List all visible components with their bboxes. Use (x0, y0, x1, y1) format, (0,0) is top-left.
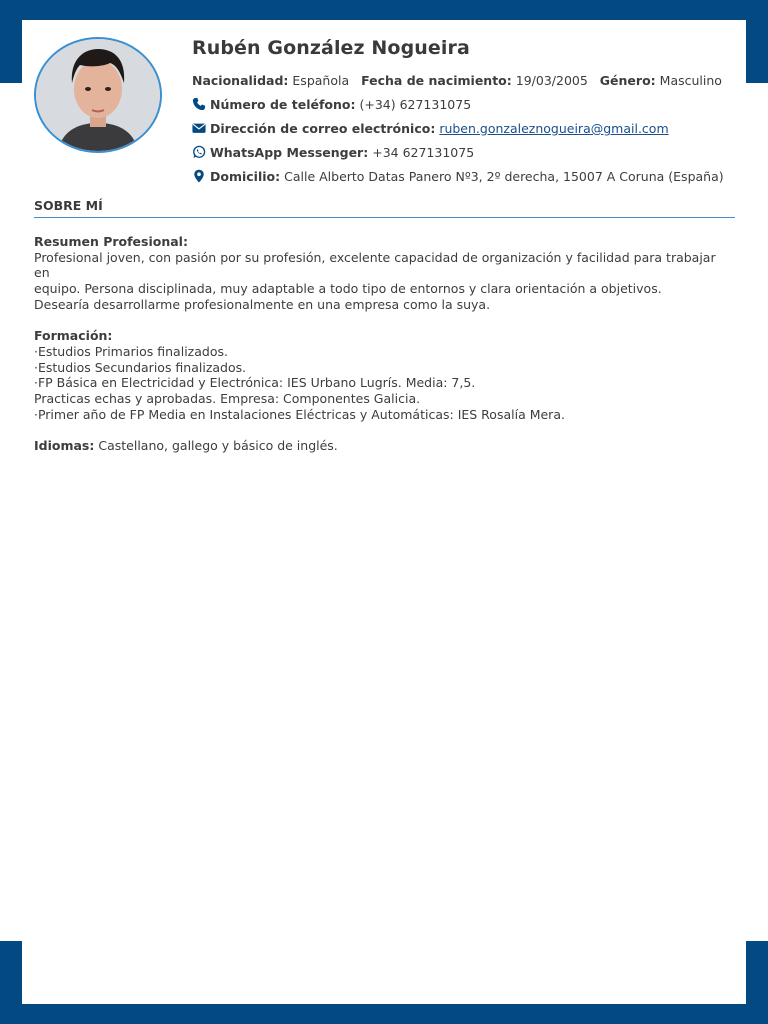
whatsapp-value: +34 627131075 (372, 145, 475, 160)
whatsapp-icon (192, 145, 206, 159)
summary-line: equipo. Persona disciplinada, muy adaptable a todo tipo de entornos y clara orientación a objetivos. (34, 281, 662, 297)
languages-label: Idiomas: (34, 438, 95, 454)
summary-line: Profesional joven, con pasión por su profesión, excelente capacidad de organización y facilidad para trabajar en (34, 249, 716, 281)
frame-right-bottom-bar (746, 941, 768, 1024)
whatsapp-label: WhatsApp Messenger: (210, 145, 369, 160)
nationality-label: Nacionalidad: (192, 73, 289, 88)
whatsapp-line (192, 141, 742, 165)
phone-icon (192, 97, 206, 111)
frame-bottom-bar (0, 1004, 768, 1024)
frame-top-bar (0, 0, 768, 20)
education-line: Practicas echas y aprobadas. Empresa: Componentes Galicia. (34, 391, 421, 407)
education-line: ·FP Básica en Electricidad y Electrónica: IES Urbano Lugrís. Media: 7,5. (34, 375, 476, 391)
nationality-value: Española (292, 73, 350, 88)
languages-block (34, 438, 734, 454)
address-value: Calle Alberto Datas Panero Nº3, 2º derecha, 15007 A Coruna (España) (284, 169, 724, 184)
address-line (192, 165, 742, 189)
birth-value: 19/03/2005 (515, 73, 588, 88)
gender-label: Género: (599, 73, 656, 88)
about-content (34, 234, 734, 470)
gender-value: Masculino (659, 73, 722, 88)
personal-info-line (192, 69, 742, 93)
education-line: ·Estudios Primarios finalizados. (34, 343, 228, 359)
phone-value: (+34) 627131075 (359, 97, 472, 112)
education-label: Formación: (34, 328, 113, 344)
person-name: Rubén González Nogueira (192, 37, 470, 59)
summary-label: Resumen Profesional: (34, 234, 188, 249)
profile-header (192, 35, 742, 189)
summary-block (34, 234, 734, 313)
email-link[interactable]: ruben.gonzaleznogueira@gmail.com (439, 121, 669, 136)
birth-label: Fecha de nacimiento: (361, 73, 512, 88)
education-line: ·Primer año de FP Media en Instalaciones Eléctricas y Automáticas: IES Rosalía Mera. (34, 406, 565, 422)
education-line: ·Estudios Secundarios finalizados. (34, 359, 247, 375)
email-line (192, 117, 742, 141)
envelope-icon (192, 121, 206, 135)
frame-left-top-bar (0, 0, 22, 83)
phone-line (192, 93, 742, 117)
address-label: Domicilio: (210, 169, 281, 184)
education-block (34, 328, 734, 422)
phone-label: Número de teléfono: (210, 97, 356, 112)
languages-value: Castellano, gallego y básico de inglés. (98, 438, 338, 454)
frame-right-top-bar (746, 0, 768, 83)
profile-photo (34, 37, 162, 153)
location-pin-icon (192, 169, 206, 183)
frame-left-bottom-bar (0, 941, 22, 1024)
summary-line: Desearía desarrollarme profesionalmente en una empresa como la suya. (34, 296, 491, 312)
email-label: Dirección de correo electrónico: (210, 121, 436, 136)
section-title-about: SOBRE MÍ (34, 198, 735, 218)
